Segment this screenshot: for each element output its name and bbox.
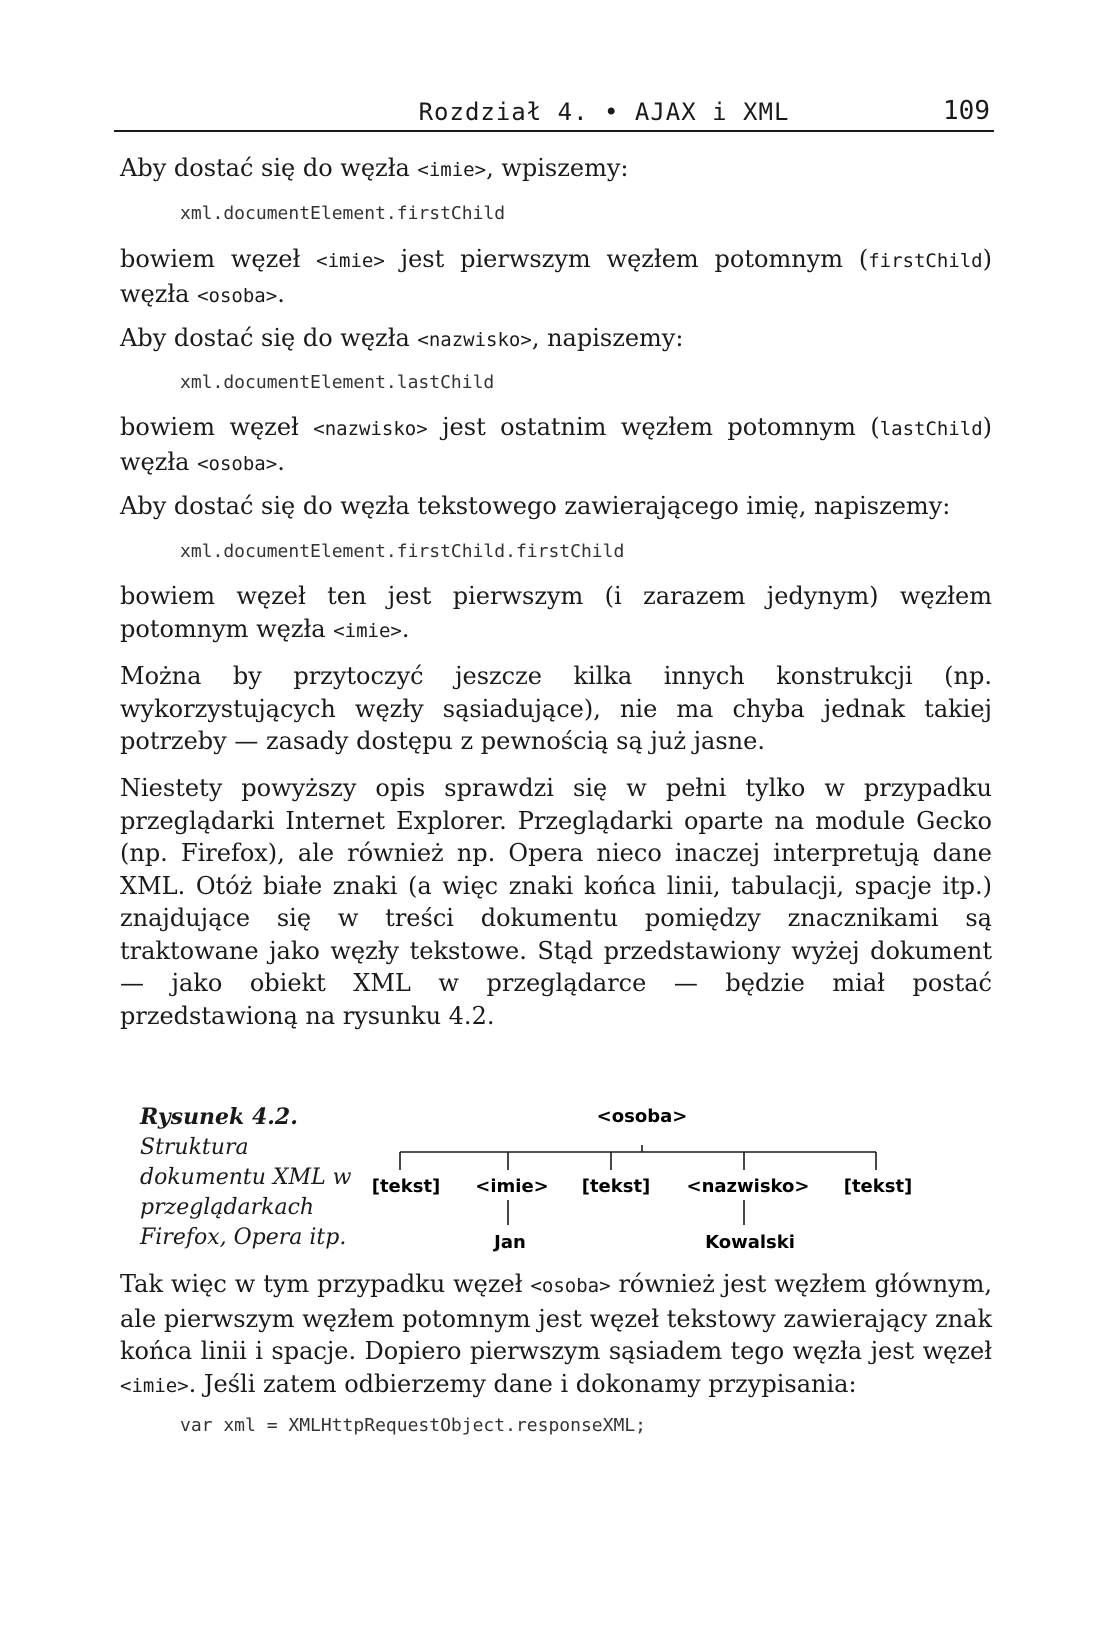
text: bowiem węzeł — [120, 413, 314, 441]
paragraph-2 — [120, 243, 992, 312]
inline-code: <nazwisko> — [313, 418, 428, 440]
inline-code: lastChild — [879, 418, 983, 440]
page-number: 109 — [943, 96, 990, 126]
root-node: <osoba> — [596, 1106, 688, 1127]
figure-caption — [140, 1102, 370, 1253]
inline-code: <imie> — [333, 619, 402, 642]
child-node: [tekst] — [843, 1176, 913, 1197]
text: . — [401, 614, 410, 643]
paragraph-3 — [120, 322, 992, 357]
text: Aby dostać się do węzła — [120, 324, 418, 352]
code-line-4: var xml = XMLHttpRequestObject.responseXML; — [180, 1415, 646, 1436]
text: ) węzła — [120, 413, 993, 476]
inline-code: <osoba> — [197, 452, 278, 475]
child-node: <imie> — [475, 1176, 549, 1197]
paragraph-6 — [120, 580, 992, 647]
paragraph-8: Niestety powyższy opis sprawdzi się w pełni tylko w przypadku przeglądarki Internet Explorer. Przeglądarki oparte na module Gecko (np. Firefox), ale również np. Opera nieco inaczej interpretują dane XML. Otóż białe znaki (a więc znaki końca linii, tabulacji, spacje itp.) znajdujące się w treści dokumentu pomiędzy znacznikami są traktowane jako węzły tekstowe. Stąd przedstawiony wyżej dokument — jako obiekt XML w przeglądarce — będzie miał postać przedstawioną na rysunku 4.2. — [120, 774, 992, 1030]
code-line-3: xml.documentElement.firstChild.firstChild — [180, 541, 625, 562]
inline-code: <imie> — [120, 1374, 189, 1397]
leaf-node: Kowalski — [705, 1232, 795, 1253]
text: bowiem węzeł ten jest pierwszym (i zarazem jedynym) węzłem potomnym węzła — [120, 582, 992, 643]
text: ) węzła — [120, 245, 992, 308]
running-head — [114, 94, 994, 132]
text: jest ostatnim węzłem potomnym ( — [427, 413, 880, 441]
paragraph-5: Aby dostać się do węzła tekstowego zawierającego imię, napiszemy: — [120, 492, 951, 520]
text: jest pierwszym węzłem potomnym ( — [384, 245, 869, 273]
inline-code: <osoba> — [197, 284, 278, 307]
inline-code: firstChild — [868, 250, 983, 272]
text: Tak więc w tym przypadku węzeł — [120, 1270, 531, 1298]
paragraph-9 — [120, 1268, 992, 1402]
inline-code: <nazwisko> — [417, 329, 532, 351]
text: również jest węzłem głównym, ale pierwszym węzłem potomnym jest węzeł tekstowy zawierający znak końca linii i spacje. Dopiero pierwszym sąsiadem tego węzła jest węzeł — [120, 1270, 992, 1365]
inline-code: <imie> — [417, 159, 487, 181]
code-line-2: xml.documentElement.lastChild — [180, 372, 495, 393]
child-node: <nazwisko> — [686, 1176, 810, 1197]
child-node: [tekst] — [371, 1176, 441, 1197]
paragraph-4 — [120, 411, 992, 480]
code-line-1: xml.documentElement.firstChild — [180, 203, 506, 224]
paragraph-7: Można by przytoczyć jeszcze kilka innych konstrukcji (np. wykorzystujących węzły sąsiadujące), nie ma chyba jednak takiej potrzeby — zasady dostępu z pewnością są już jasne. — [120, 662, 992, 755]
figure-description: Struktura dokumentu XML w przeglądarkach Firefox, Opera itp. — [140, 1135, 352, 1250]
text: . Jeśli zatem odbierzemy dane i dokonamy przypisania: — [188, 1369, 857, 1398]
text: Aby dostać się do węzła — [120, 154, 418, 182]
text: bowiem węzeł — [120, 245, 317, 273]
xml-tree-diagram — [370, 1105, 990, 1285]
child-node: [tekst] — [581, 1176, 651, 1197]
figure-label: Rysunek 4.2. — [140, 1104, 298, 1130]
chapter-title: Rozdział 4. • AJAX i XML — [418, 98, 790, 126]
text: . — [277, 279, 285, 308]
text: , wpiszemy: — [486, 154, 629, 182]
text: , napiszemy: — [531, 324, 684, 352]
paragraph-1 — [120, 152, 992, 187]
leaf-node: Jan — [494, 1232, 526, 1253]
inline-code: <imie> — [316, 250, 385, 272]
text: . — [277, 447, 285, 476]
inline-code: <osoba> — [530, 1275, 611, 1297]
